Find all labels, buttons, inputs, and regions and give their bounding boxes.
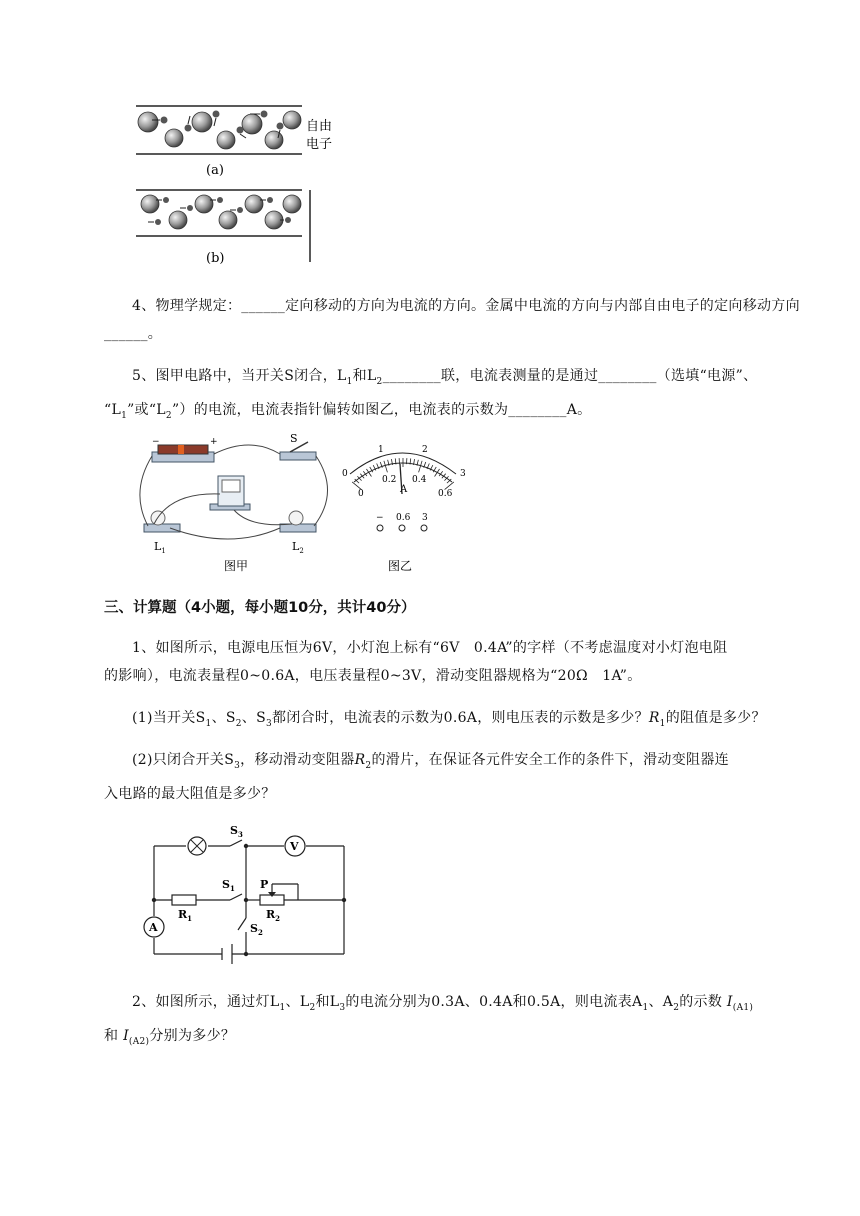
caption-jia: 图甲 — [224, 559, 249, 573]
meter-dial — [342, 445, 466, 531]
dial-tick — [360, 474, 364, 479]
l2-label: $L_2$ — [292, 540, 304, 555]
p-label: P — [260, 878, 269, 891]
dial-tick — [419, 461, 422, 472]
question-5-line-2: “$L_1$”或“$L_2$”）的电流，电流表指针偏转如图乙，电流表的示数为________A。 — [104, 401, 592, 421]
terminal-06: 0.6 — [396, 513, 411, 523]
question-5 — [104, 362, 804, 430]
caption-b: (b) — [206, 251, 225, 266]
r1-resistor — [172, 895, 196, 905]
voltmeter-label: V — [290, 840, 299, 853]
calc1-circuit-figure — [138, 820, 358, 965]
free-electron-label-2: 电子 — [306, 137, 333, 152]
terminal-3: 3 — [422, 513, 428, 523]
calc-question-1 — [104, 634, 804, 690]
svg-text:+: + — [210, 437, 218, 447]
section-3-title: 三、计算题（4小题，每小题10分，共计40分） — [104, 600, 416, 616]
electron-figure — [130, 100, 360, 270]
scale-top-2: 2 — [422, 445, 428, 455]
l1-label: $L_1$ — [154, 540, 166, 555]
scale-bottom-3: 0.6 — [438, 489, 453, 499]
calc1-line-1: 1、如图所示，电源电压恒为6V，小灯泡上标有“6V 0.4A”的字样（不考虑温度对小灯泡电阻 — [132, 640, 728, 656]
svg-text:−: − — [152, 437, 160, 447]
s3-label: $S_3$ — [230, 824, 243, 839]
circuit-diagram — [130, 432, 480, 577]
dial-tick — [384, 461, 387, 472]
s2-label: $S_2$ — [250, 922, 263, 937]
r1-label: $R_1$ — [178, 908, 193, 923]
electron-diagram — [130, 100, 360, 270]
circuit-figure — [130, 432, 480, 577]
calc1-line-2: 的影响），电流表量程0~0.6A，电压表量程0~3V，滑动变阻器规格为“20Ω 1A”。 — [104, 668, 642, 684]
calc1-circuit-diagram — [138, 820, 358, 965]
calc1-part-1: (1)当开关$S_1$、$S_2$、$S_3$都闭合时，电流表的示数为0.6A，则电压表的示数是多少？$R_1$的阻值是多少？ — [132, 710, 766, 729]
scale-bottom-2: 0.4 — [412, 475, 427, 485]
question-4: 4、物理学规定：______定向移动的方向为电流的方向。金属中电流的方向与内部自由电子的定向移动方向______。 — [104, 298, 800, 342]
terminal-neg: − — [376, 513, 384, 523]
caption-yi: 图乙 — [388, 559, 413, 573]
free-electron-label-1: 自由 — [306, 119, 333, 134]
caption-a: (a) — [206, 163, 224, 178]
switch-label: S — [290, 432, 298, 445]
r2-label: $R_2$ — [266, 908, 281, 923]
needle-label: A — [400, 484, 408, 495]
s1-label: $S_1$ — [222, 878, 235, 893]
scale-top-1: 1 — [378, 445, 384, 455]
calc1-part-2: (2)只闭合开关$S_3$，移动滑动变阻器$R_2$的滑片，在保证各元件安全工作的条件下，滑动变阻器连 入电路的最大阻值是多少？ — [104, 752, 729, 802]
scale-top-3: 3 — [460, 469, 466, 479]
question-5-line-1: 5、图甲电路中，当开关S闭合，$L_1$和$L_2\_\_\_\_\_\_\_\_$联，电流表测量的是通过________（选填“电源”、 — [132, 368, 758, 387]
ammeter-label: A — [149, 921, 158, 934]
scale-bottom-1: 0.2 — [382, 475, 397, 485]
scale-top-0: 0 — [342, 469, 348, 479]
scale-bottom-0: 0 — [358, 489, 364, 499]
calc-question-2: 2、如图所示，通过灯$L_1$、$L_2$和$L_3$的电流分别为0.3A、0.4A和0.5A，则电流表$A_1$、$A_2$的示数 $I_{(A1)}$ 和 $I_{(A2)}$分别为多少？ — [104, 994, 754, 1047]
